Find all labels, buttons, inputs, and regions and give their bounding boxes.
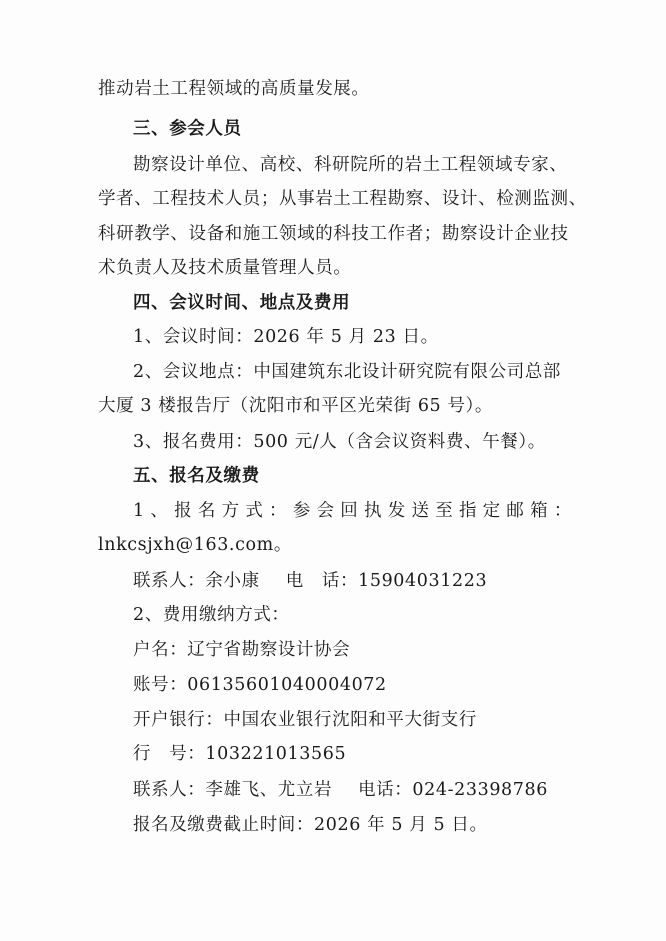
- meeting-place-text-cont: 大厦 3 楼报告厅（沈阳市和平区光荣街 65 号）。: [98, 396, 494, 416]
- contact1-phone: 电 话：15904031223: [285, 571, 488, 591]
- bank-name-text: 开户银行：中国农业银行沈阳和平大街支行: [133, 710, 477, 730]
- contact2-phone: 电话：024-23398786: [358, 780, 548, 800]
- contact2-names: 联系人：李雄飞、尤立岩: [133, 780, 333, 800]
- contact1-row: [133, 570, 487, 592]
- section3-paragraph-line: 科研教学、设备和施工领域的科技工作者；勘察设计企业技: [98, 224, 569, 244]
- section5-heading: 五、报名及缴费: [133, 466, 260, 486]
- bank-code-text: 行 号：103221013565: [133, 744, 347, 764]
- meeting-time-text: 1、会议时间：2026 年 5 月 23 日。: [133, 327, 439, 347]
- deadline-text: 报名及缴费截止时间：2026 年 5 月 5 日。: [133, 815, 488, 835]
- contact2-row: [133, 779, 548, 801]
- section4-heading: 四、会议时间、地点及费用: [133, 293, 351, 313]
- section3-heading: 三、参会人员: [133, 119, 242, 139]
- intro-tail-text: 推动岩土工程领域的高质量发展。: [98, 79, 370, 99]
- signup-method-text: 1、报名方式：参会回执发送至指定邮箱：: [133, 501, 572, 521]
- section3-paragraph-line: 术负责人及技术质量管理人员。: [98, 258, 352, 278]
- contact1-name: 联系人：余小康: [133, 571, 260, 591]
- section3-paragraph-line: 勘察设计单位、高校、科研院所的岩土工程领域专家、: [133, 155, 568, 175]
- account-number-text: 账号：06135601040004072: [133, 675, 387, 695]
- account-name-text: 户名：辽宁省勘察设计协会: [133, 640, 351, 660]
- section3-paragraph-line: 学者、工程技术人员；从事岩土工程勘察、设计、检测监测、: [98, 189, 587, 209]
- signup-email-text: lnkcsjxh@163.com。: [98, 535, 292, 555]
- meeting-place-text: 2、会议地点：中国建筑东北设计研究院有限公司总部: [133, 362, 562, 382]
- payment-method-heading: 2、费用缴纳方式：: [133, 605, 290, 625]
- registration-fee-text: 3、报名费用：500 元/人（含会议资料费、午餐）。: [133, 432, 546, 452]
